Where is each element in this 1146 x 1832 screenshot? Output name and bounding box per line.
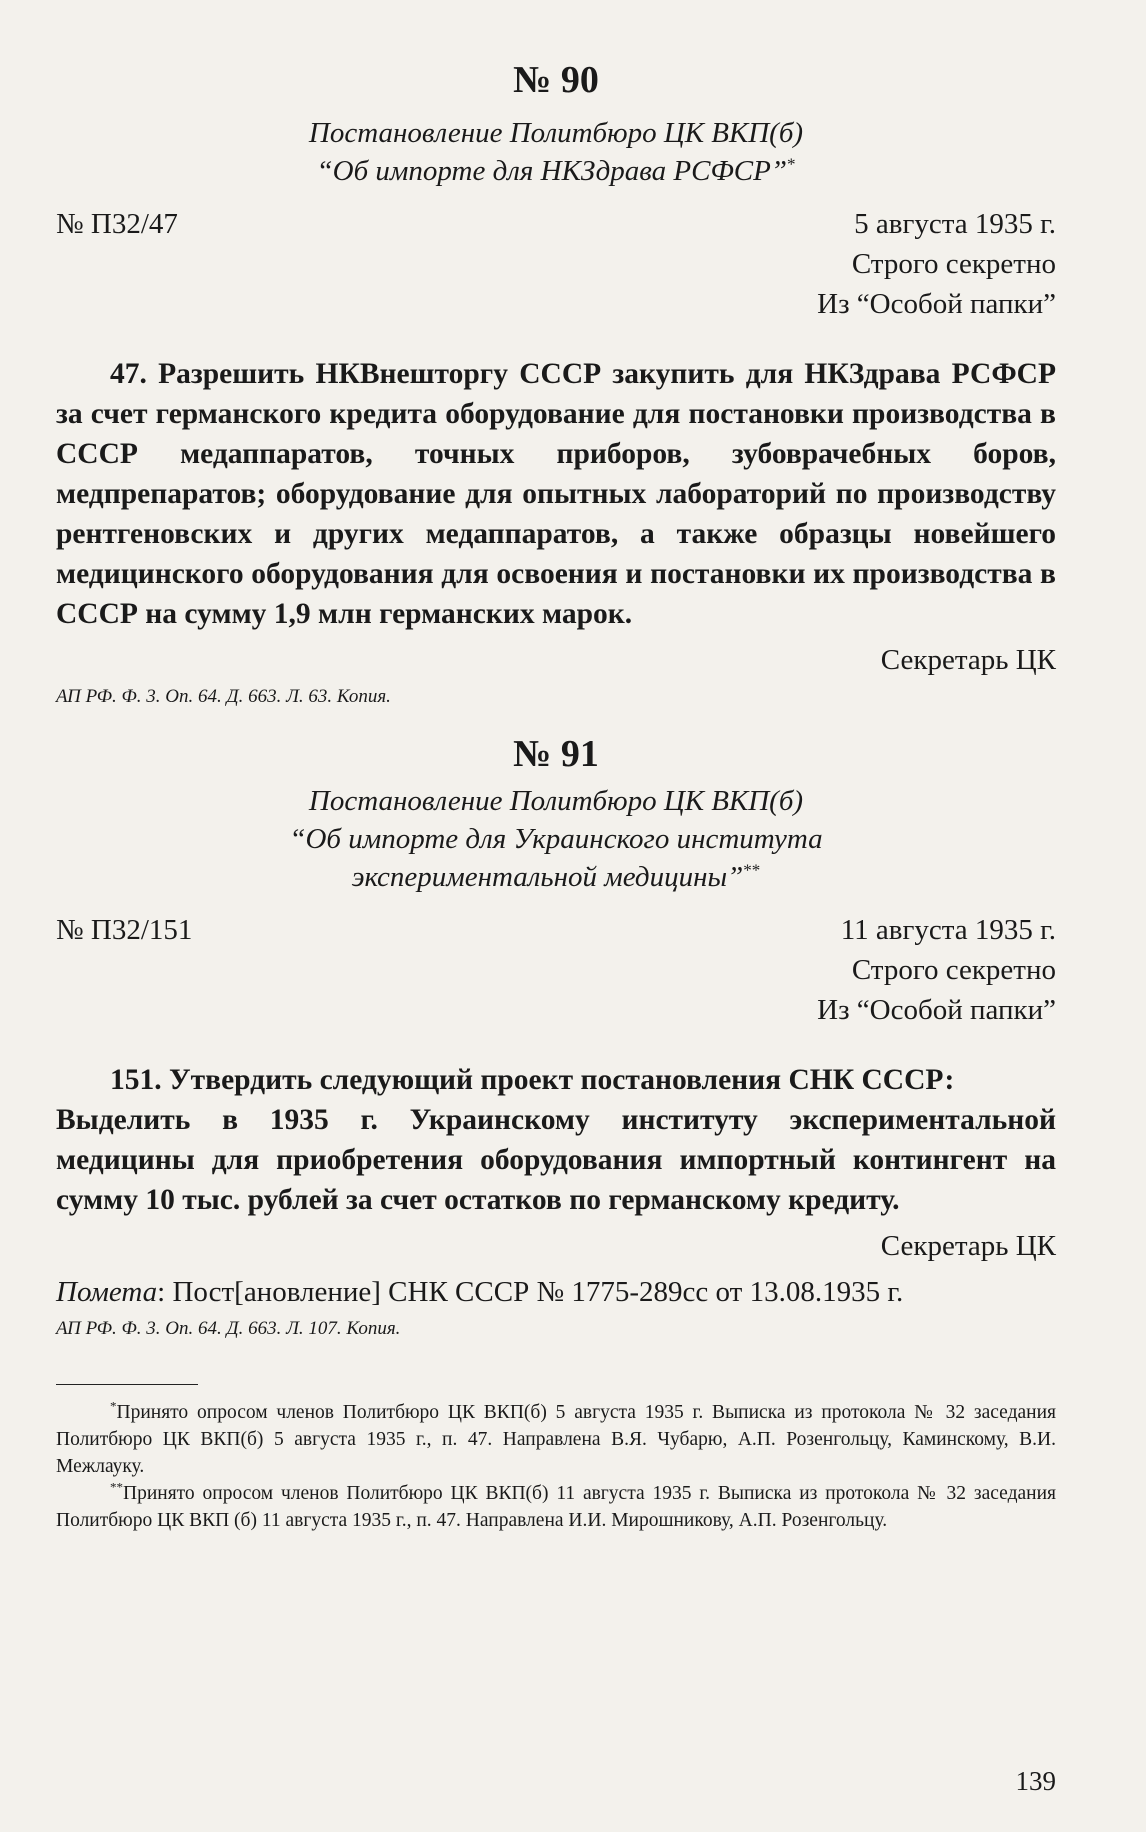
doc91-title-line3: экспериментальной медицины”** bbox=[351, 860, 761, 893]
doc90-meta bbox=[56, 204, 1056, 324]
footnote-divider bbox=[56, 1384, 198, 1385]
doc90-title-line2: “Об импорте для НКЗдрава РСФСР”* bbox=[316, 154, 796, 187]
doc90-classification: Строго секретно bbox=[851, 248, 1056, 280]
doc91-note bbox=[56, 1272, 1056, 1312]
doc90-date: 5 августа 1935 г. bbox=[854, 208, 1056, 240]
note-label: Помета bbox=[56, 1276, 158, 1308]
doc91-title bbox=[56, 782, 1056, 896]
doc90-title bbox=[56, 114, 1056, 190]
doc90-number: № 90 bbox=[513, 59, 599, 101]
doc91-archive-ref: АП РФ. Ф. 3. Оп. 64. Д. 663. Л. 107. Копия. bbox=[56, 1318, 401, 1339]
doc91-signature: Секретарь ЦК bbox=[880, 1230, 1056, 1262]
doc91-body bbox=[56, 1060, 1056, 1220]
footnote-mark: ** bbox=[743, 860, 761, 880]
doc91-body-paragraph-2: Выделить в 1935 г. Украинскому институту экспериментальной медицины для приобретения оборудования импортный контингент на сумму 10 тыс. рублей за счет остатков по германскому кредиту. bbox=[56, 1104, 1056, 1216]
page-number: 139 bbox=[1015, 1766, 1056, 1796]
doc91-title-line2: “Об импорте для Украинского института bbox=[289, 823, 823, 855]
doc91-reg-number: № П32/151 bbox=[56, 914, 193, 946]
footnote: **Принято опросом членов Политбюро ЦК ВКП(б) 11 августа 1935 г. Выписка из протокола № 32 заседания Политбюро ЦК ВКП (б) 11 августа 1935 г., п. 47. Направлена И.И. Мирошникову, А.П. Розенгольцу. bbox=[56, 1479, 1056, 1531]
doc90-body-paragraph: 47. Разрешить НКВнешторгу СССР закупить для НКЗдрава РСФСР за счет германского кредита оборудование для постановки производства в СССР медаппаратов, точных приборов, зубоврачебных боров, медпрепаратов; оборудование для опытных лабораторий по производству рентгеновских и других медаппаратов, а также образцы новейшего медицинского оборудования для освоения и постановки их производства в СССР на сумму 1,9 млн германских марок. bbox=[56, 358, 1056, 630]
footnote-mark: ** bbox=[110, 1479, 123, 1495]
doc90-reg-number: № П32/47 bbox=[56, 208, 178, 240]
doc91-folder: Из “Особой папки” bbox=[817, 994, 1056, 1026]
doc91-body-paragraph-1: 151. Утвердить следующий проект постановления СНК СССР: bbox=[110, 1064, 955, 1096]
doc91-date: 11 августа 1935 г. bbox=[840, 914, 1056, 946]
doc90-body bbox=[56, 354, 1056, 634]
doc90-title-line1: Постановление Политбюро ЦК ВКП(б) bbox=[308, 117, 804, 149]
document-page bbox=[56, 58, 1056, 1534]
doc91-title-line1: Постановление Политбюро ЦК ВКП(б) bbox=[308, 785, 804, 817]
doc91-number: № 91 bbox=[513, 733, 599, 775]
footnote-mark: * bbox=[786, 154, 796, 174]
doc91-classification: Строго секретно bbox=[851, 954, 1056, 986]
doc90-signature: Секретарь ЦК bbox=[880, 644, 1056, 676]
doc90-folder: Из “Особой папки” bbox=[817, 288, 1056, 320]
footnote: *Принято опросом членов Политбюро ЦК ВКП(б) 5 августа 1935 г. Выписка из протокола № 32 заседания Политбюро ЦК ВКП(б) 5 августа 1935 г., п. 47. Направлена В.Я. Чубарю, А.П. Розенгольцу, Каминскому, В.И. Межлауку. bbox=[56, 1398, 1056, 1477]
footnotes bbox=[56, 1399, 1056, 1534]
footnote-mark: * bbox=[110, 1398, 117, 1414]
doc91-meta bbox=[56, 910, 1056, 1030]
doc90-archive-ref: АП РФ. Ф. 3. Оп. 64. Д. 663. Л. 63. Копия. bbox=[56, 686, 391, 707]
note-text: : Пост[ановление] СНК СССР № 1775-289сс от 13.08.1935 г. bbox=[157, 1276, 904, 1308]
